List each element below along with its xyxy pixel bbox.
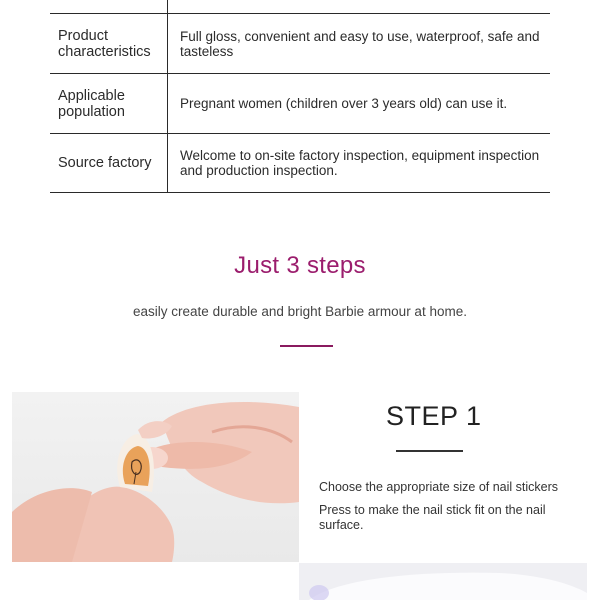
nail-lamp-photo	[299, 563, 587, 600]
steps-title: Just 3 steps	[234, 252, 366, 279]
hands-applying-nail-sticker-illustration	[12, 392, 299, 562]
row-label-source-factory: Source factory	[50, 134, 168, 193]
table-row	[50, 74, 550, 134]
spec-table	[50, 0, 550, 193]
table-cell-value	[168, 0, 551, 14]
step1-instruction-1: Choose the appropriate size of nail stickers	[319, 480, 559, 494]
table-row	[50, 134, 550, 193]
table-row	[50, 0, 550, 14]
uv-lamp-illustration	[299, 563, 587, 600]
row-value-applicable-population: Pregnant women (children over 3 years old) can use it.	[168, 74, 551, 134]
step1-divider	[396, 450, 463, 452]
row-value-product-characteristics: Full gloss, convenient and easy to use, waterproof, safe and tasteless	[168, 14, 551, 74]
row-label-applicable-population: Applicable population	[50, 74, 168, 134]
table-cell-label	[50, 0, 168, 14]
row-label-product-characteristics: Product characteristics	[50, 14, 168, 74]
step1-photo	[12, 392, 299, 562]
accent-divider	[280, 345, 333, 347]
row-value-source-factory: Welcome to on-site factory inspection, equipment inspection and production inspection.	[168, 134, 551, 193]
step1-instruction-2: Press to make the nail stick fit on the nail surface.	[319, 503, 546, 532]
step1-heading: STEP 1	[386, 401, 482, 431]
steps-subtitle: easily create durable and bright Barbie armour at home.	[133, 304, 467, 319]
table-row	[50, 14, 550, 74]
